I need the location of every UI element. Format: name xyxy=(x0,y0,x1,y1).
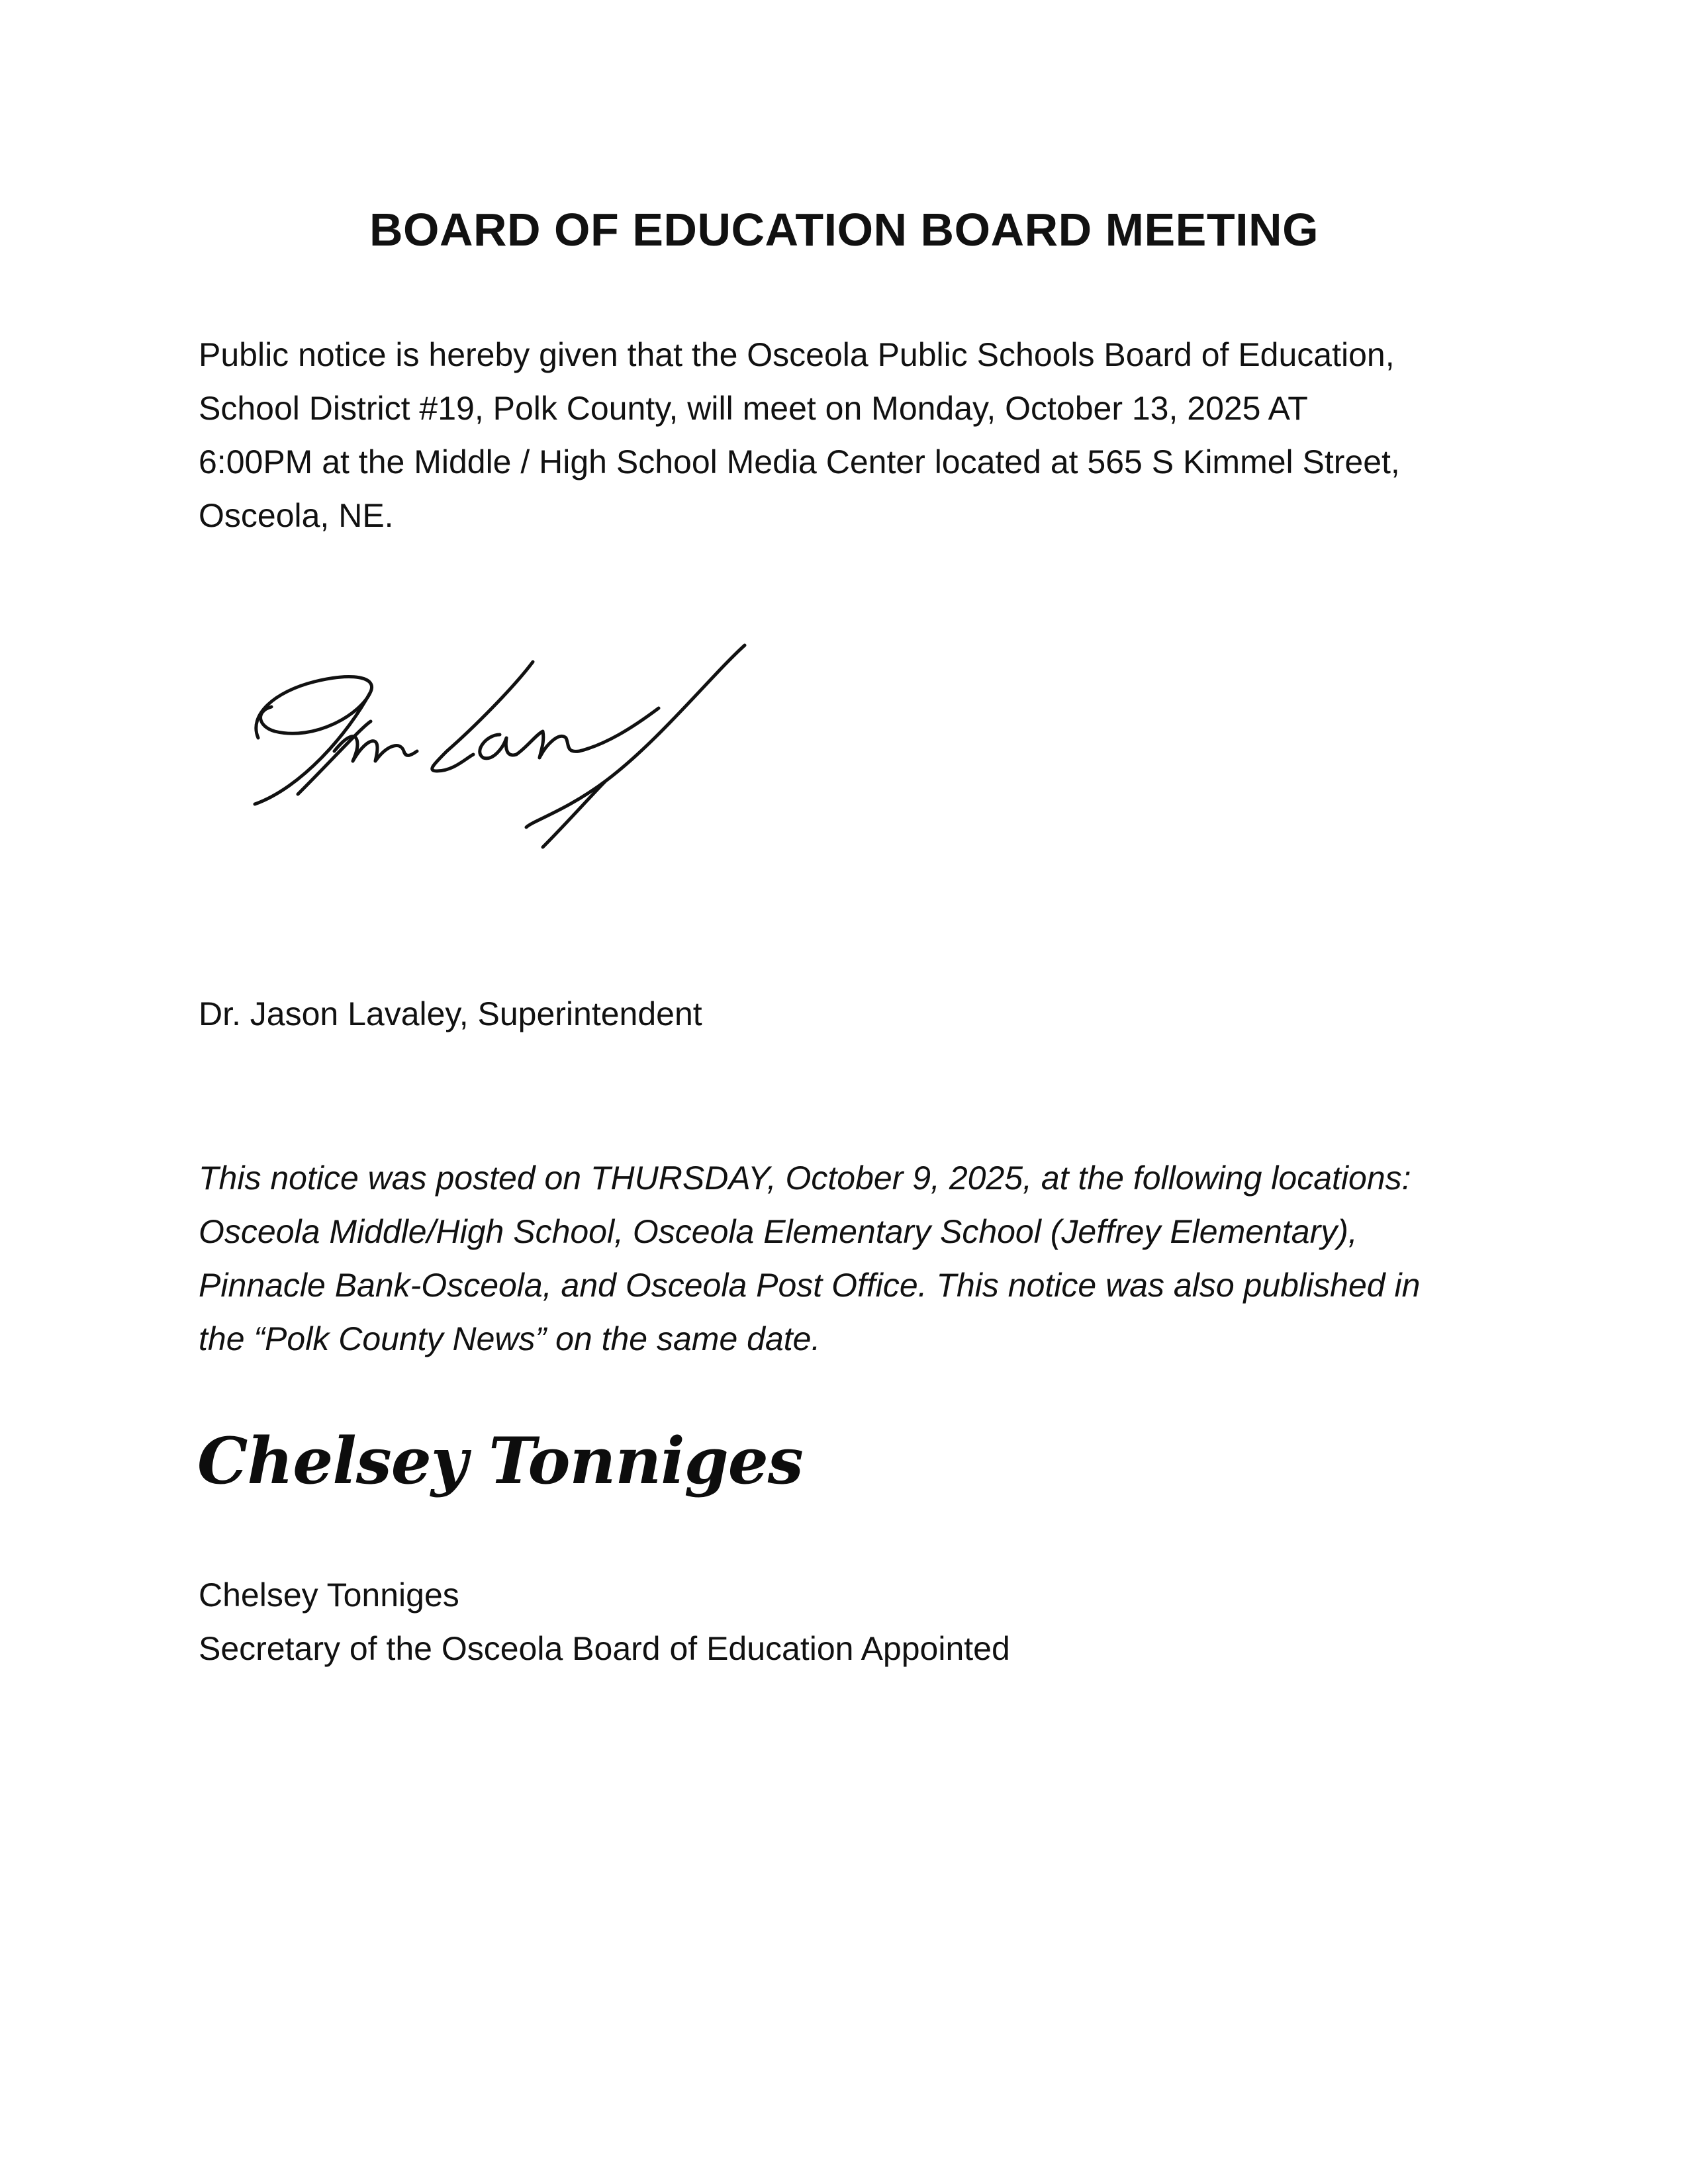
signature-stroke xyxy=(526,645,745,847)
notice-line: School District #19, Polk County, will meet on Monday, October 13, 2025 AT xyxy=(199,390,1308,427)
signature-stroke xyxy=(334,737,417,761)
posted-line: Pinnacle Bank-Osceola, and Osceola Post Office. This notice was also published in xyxy=(199,1267,1421,1304)
superintendent-signature xyxy=(235,629,771,867)
signature-stroke xyxy=(480,708,659,758)
notice-line: 6:00PM at the Middle / High School Media Center located at 565 S Kimmel Street, xyxy=(199,443,1400,480)
secretary-signature: Chelsey Tonniges xyxy=(197,1424,803,1498)
document-title: BOARD OF EDUCATION BOARD MEETING xyxy=(369,204,1319,255)
secretary-name: Chelsey Tonniges xyxy=(199,1576,459,1614)
signature-stroke xyxy=(255,677,372,804)
secretary-block xyxy=(199,1569,1516,1676)
meeting-notice-paragraph xyxy=(199,328,1516,543)
notice-line: Public notice is hereby given that the Osceola Public Schools Board of Education, xyxy=(199,336,1395,373)
secretary-title: Secretary of the Osceola Board of Education Appointed xyxy=(199,1630,1010,1667)
notice-line: Osceola, NE. xyxy=(199,497,394,534)
posted-line: Osceola Middle/High School, Osceola Elementary School (Jeffrey Elementary), xyxy=(199,1213,1358,1250)
superintendent-name-title: Dr. Jason Lavaley, Superintendent xyxy=(199,995,702,1032)
posted-line: This notice was posted on THURSDAY, October 9, 2025, at the following locations: xyxy=(199,1160,1411,1197)
posting-notice-paragraph xyxy=(199,1152,1516,1366)
posted-line: the “Polk County News” on the same date. xyxy=(199,1320,821,1357)
